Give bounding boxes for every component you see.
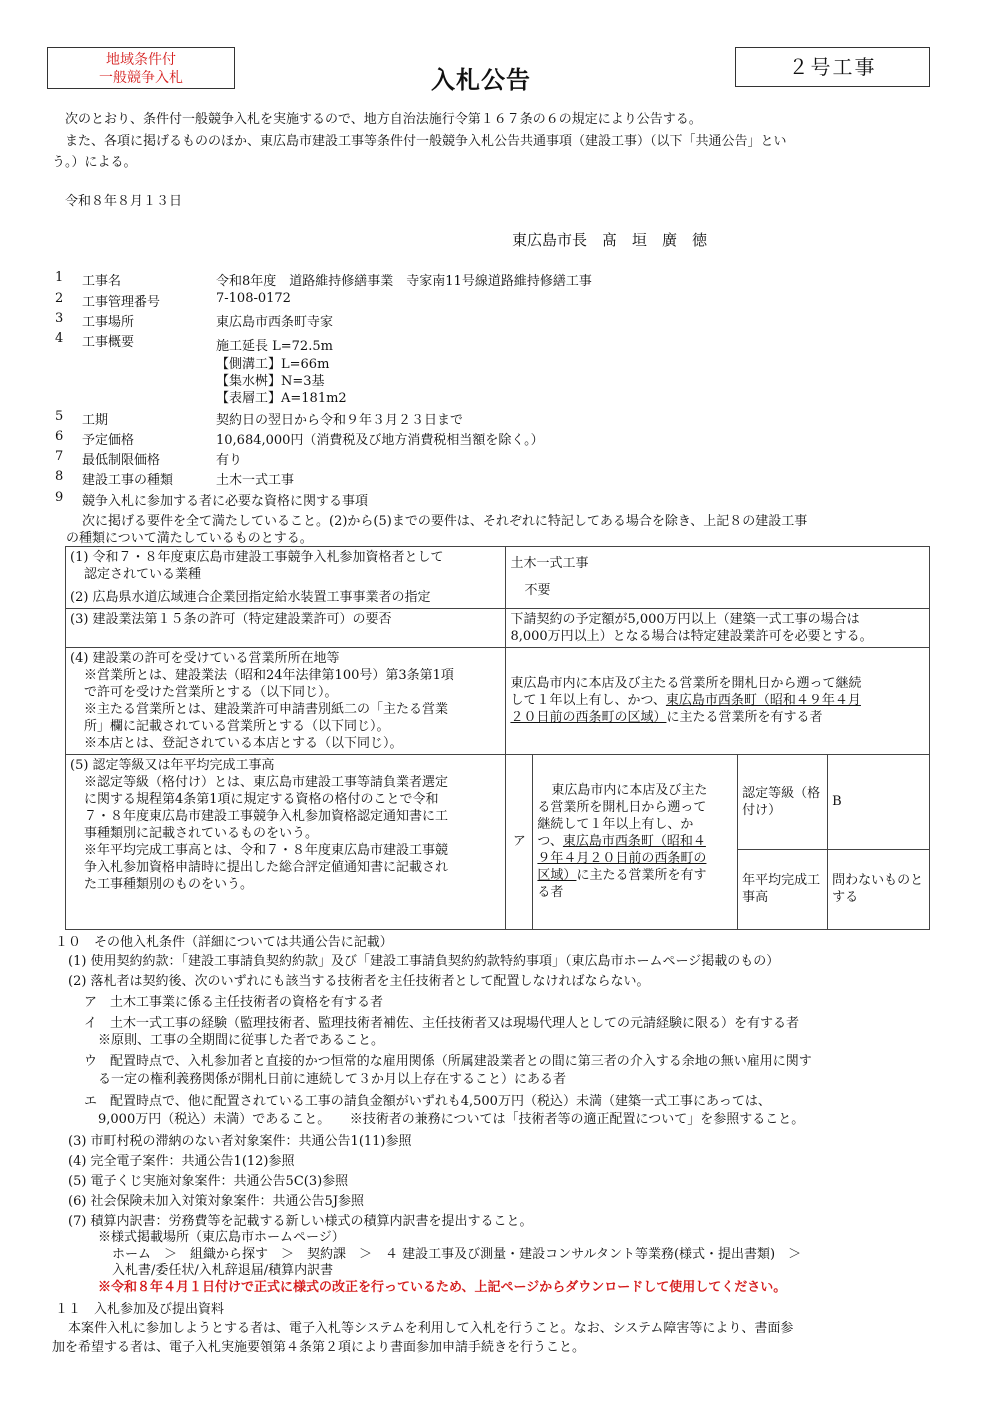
item-5-number: 5	[55, 409, 64, 424]
item-2-number: 2	[55, 291, 64, 306]
notice-date: 令和８年８月１３日	[65, 194, 183, 209]
overview-line-1: 【側溝工】L=66m	[216, 357, 330, 372]
section10-item-u-2: る一定の権利義務関係が開札日前に連続して３か月以上存在すること）にある者	[98, 1072, 567, 1087]
section10-item-i-1: イ 土木一式工事の経験（監理技術者、監理技術者補佐、主任技術者又は現場代理人としての元請経験に限る）を有する者	[84, 1016, 800, 1031]
req-5-grade-label: 認定等級（格付け）	[738, 754, 828, 849]
section9-text-2: の種類について満たしているものとする。	[66, 531, 313, 546]
req-5-mark: ア	[506, 754, 533, 929]
req-5-avg-label: 年平均完成工事高	[738, 849, 828, 929]
section10-item-i-2: ※原則、工事の全期間に従事した者であること。	[98, 1033, 385, 1048]
intro-paragraph-2a: また、各項に掲げるもののほか、東広島市建設工事等条件付一般競争入札公告共通事項（建設工事）（以下「共通公告」とい	[65, 134, 787, 149]
item-8-number: 8	[55, 469, 64, 484]
section11-line-2: 加を希望する者は、電子入札実施要領第４条第２項により書面参加申請手続きを行うこと。	[52, 1340, 586, 1355]
req-5-grade-value: B	[828, 754, 930, 849]
overview-line-3: 【表層工】A=181m2	[216, 391, 347, 406]
section10-line-4: (4) 完全電子案件：共通公告1(12)参照	[68, 1154, 295, 1169]
item-8-value: 土木一式工事	[216, 473, 295, 488]
issuer-name: 東広島市長 髙 垣 廣 徳	[512, 231, 708, 249]
section10-heading: １０ その他入札条件（詳細については共通公告に記載）	[55, 935, 393, 950]
item-6-label: 予定価格	[82, 433, 135, 448]
section10-item-a: ア 土木工事業に係る主任技術者の資格を有する者	[84, 995, 384, 1010]
item-9-number: 9	[55, 490, 64, 505]
item-5-value: 契約日の翌日から令和９年３月２３日まで	[216, 413, 464, 428]
intro-paragraph-1: 次のとおり、条件付一般競争入札を実施するので、地方自治法施行令第１６７条の６の規定により公告する。	[65, 112, 702, 127]
badge-line-2: 一般競争入札	[99, 70, 183, 86]
req-2-left: (2) 広島県水道広域連合企業団指定給水装置工事事業者の指定	[66, 587, 506, 609]
overview-line-2: 【集水桝】N=3基	[216, 374, 325, 389]
item-2-label: 工事管理番号	[82, 295, 161, 310]
section10-line-6: (6) 社会保険未加入対策対象案件：共通公告5J参照	[68, 1194, 365, 1209]
item-1-value: 令和8年度 道路維持修繕事業 寺家南11号線道路維持修繕工事	[216, 274, 592, 289]
item-4-number: 4	[55, 331, 64, 346]
requirements-table	[65, 546, 930, 930]
item-7-number: 7	[55, 449, 64, 464]
item-5-label: 工期	[82, 413, 109, 428]
req-2-right: 不要	[524, 583, 551, 598]
req-3-right: 下請契約の予定額が5,000万円以上（建築一式工事の場合は 8,000万円以上）となる場合は特定建設業許可を必要とする。	[506, 608, 930, 647]
intro-paragraph-2b: う。）による。	[52, 155, 137, 170]
section10-item-u-1: ウ 配置時点で、入札参加者と直接的かつ恒常的な雇用関係（所属建設業者との間に第三者の介入する余地の無い雇用に関す	[84, 1054, 812, 1069]
table-row	[66, 547, 930, 587]
req-1-2-right	[506, 547, 930, 609]
req-4-left: (4) 建設業の許可を受けている営業所所在地等 ※営業所とは、建設業法（昭和24年法律第100号）第3条第1項 で許可を受けた営業所とする（以下同じ）。 ※主たる営業所とは、建設業許可申請書別紙二の「主たる営業 所」欄に記載されている営業所とする（以下同じ）。 ※本店とは、登記されている本店とする（以下同じ）。	[66, 647, 506, 754]
item-3-value: 東広島市西条町寺家	[216, 315, 334, 330]
item-2-value: 7-108-0172	[216, 291, 291, 306]
section10-line-7b: ホーム ＞ 組織から探す ＞ 契約課 ＞ ４ 建設工事及び測量・建設コンサルタント等業務(様式・提出書類) ＞	[112, 1247, 802, 1262]
section10-line-7a: ※様式掲載場所（東広島市ホームページ）	[98, 1230, 345, 1245]
section11-heading: １１ 入札参加及び提出資料	[55, 1302, 225, 1317]
item-7-label: 最低制限価格	[82, 453, 161, 468]
item-3-label: 工事場所	[82, 315, 135, 330]
item-4-value: 施工延長 L=72.5m	[216, 339, 333, 354]
section10-red-notice: ※令和８年４月１日付けで正式に様式の改正を行っているため、上記ページからダウンロードして使用してください。	[98, 1280, 787, 1295]
item-4-label: 工事概要	[82, 335, 135, 350]
badge-line-1: 地域条件付	[106, 52, 176, 68]
section10-item-e-2: 9,000万円（税込）未満）であること。 ※技術者の兼務については「技術者等の適正配置について」を参照すること。	[98, 1112, 805, 1127]
req-5-avg-value: 問わないものとする	[828, 849, 930, 929]
section11-line-1: 本案件入札に参加しようとする者は、電子入札等システムを利用して入札を行うこと。なお、システム障害等により、書面参	[68, 1321, 794, 1336]
table-row	[66, 647, 930, 754]
section10-item-e-1: エ 配置時点で、他に配置されている工事の請負金額がいずれも4,500万円（税込）未満（建築一式工事にあっては、	[84, 1094, 771, 1109]
section10-line-7: (7) 積算内訳書：労務費等を記載する新しい様式の積算内訳書を提出すること。	[68, 1214, 533, 1229]
req-4-right: 東広島市内に本店及び主たる営業所を開札日から遡って継続 して１年以上有し、かつ、東広島市西条町（昭和４９年４月 ２０日前の西条町の区域）に主たる営業所を有する者	[506, 647, 930, 754]
section9-text-1: 次に掲げる要件を全て満たしていること。(2)から(5)までの要件は、それぞれに特記してある場合を除き、上記８の建設工事	[82, 514, 808, 529]
req-5-middle: 東広島市内に本店及び主た る営業所を開札日から遡って 継続して１年以上有し、か つ、東広島市西条町（昭和４ ９年４月２０日前の西条町の 区域）に主たる営業所を有す る者	[533, 754, 738, 929]
section10-line-7c: 入札書/委任状/入札辞退届/積算内訳書	[112, 1263, 334, 1278]
item-6-value: 10,684,000円（消費税及び地方消費税相当額を除く。）	[216, 433, 544, 448]
req-1-left: (1) 令和７・８年度東広島市建設工事競争入札参加資格者として 認定されている業種	[66, 547, 506, 587]
req-1-right: 土木一式工事	[510, 556, 589, 571]
work-number-box: ２号工事	[735, 47, 930, 87]
item-6-number: 6	[55, 429, 64, 444]
item-1-label: 工事名	[82, 274, 122, 289]
section10-line-5: (5) 電子くじ実施対象案件：共通公告5C(3)参照	[68, 1174, 349, 1189]
item-1-number: 1	[55, 270, 64, 285]
item-8-label: 建設工事の種類	[82, 473, 174, 488]
table-row	[66, 608, 930, 647]
item-9-label: 競争入札に参加する者に必要な資格に関する事項	[82, 494, 369, 509]
req-5-left: (5) 認定等級又は年平均完成工事高 ※認定等級（格付け）とは、東広島市建設工事等請負業者選定 に関する規程第4条第1項に規定する資格の格付のことで令和 ７・８年度東広島市建設工事競争入札参加資格認定通知書に工 事種類別に記載されているものをいう。 ※年平均完成工事高とは、令和７・８年度東広島市建設工事競 争入札参加資格申請時に提出した総合評定値通知書に記載され た工事種類別のものをいう。	[66, 754, 506, 929]
section10-line-3: (3) 市町村税の滞納のない者対象案件：共通公告1(11)参照	[68, 1134, 412, 1149]
condition-badge	[47, 47, 235, 89]
item-7-value: 有り	[216, 453, 243, 468]
page-title: 入札公告	[431, 66, 531, 94]
item-3-number: 3	[55, 311, 64, 326]
table-row	[66, 754, 930, 849]
req-3-left: (3) 建設業法第１５条の許可（特定建設業許可）の要否	[66, 608, 506, 647]
section10-line-2: (2) 落札者は契約後、次のいずれにも該当する技術者を主任技術者として配置しなければならない。	[68, 974, 650, 989]
section10-line-1: (1) 使用契約約款：「建設工事請負契約約款」及び「建設工事請負契約約款特約事項」（東広島市ホームページ掲載のもの）	[68, 954, 780, 969]
